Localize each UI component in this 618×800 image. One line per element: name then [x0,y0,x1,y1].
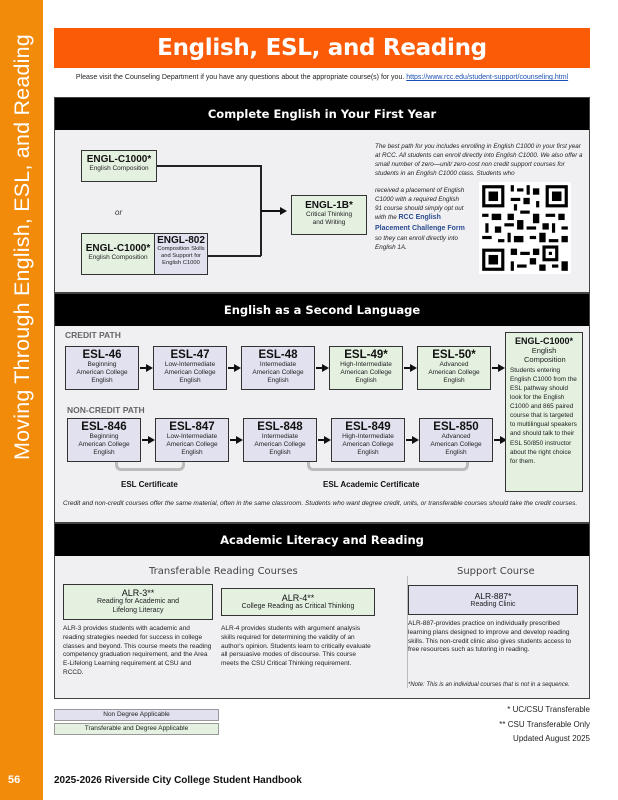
esl-850-box [419,418,493,462]
esl-note: Credit and non-credit courses offer the same material, often in the same classroom. Students who want degree credit, units, or transferable courses should take the credit courses. [63,500,578,507]
intro-text [54,74,590,81]
placement-challenge-link[interactable]: RCC English Placement Challenge Form [375,214,465,232]
qr-code-icon[interactable] [479,182,571,274]
course-code: ENGL-C1000* [514,336,574,346]
first-year-header: Complete English in Your First Year [55,98,589,130]
course-desc: Beginning American College English [78,433,130,457]
course-title: English Composition [88,254,148,261]
course-desc: Intermediate American College English [254,433,306,457]
connector-line [157,165,261,167]
course-code: ESL-850 [433,421,479,433]
reading-panel [54,523,590,699]
legend-transferable: Transferable and Degree Applicable [54,723,219,735]
or-label: or [115,208,123,217]
arrow-head [410,364,417,372]
course-desc: High-Intermediate American College English [342,433,394,457]
esl-panel [54,293,590,523]
description-text: so they can enroll directly into English 1A. [375,234,458,251]
course-code: ESL-847 [169,421,215,433]
alr-4-box [221,588,375,616]
credit-path-label: CREDIT PATH [65,330,121,340]
noncredit-path-label: NON-CREDIT PATH [67,405,145,415]
course-desc: High-Intermediate American College English [340,361,392,385]
intro-message: Please visit the Counseling Department if you have any questions about the appropriate course(s) for you. [75,74,405,81]
updated-date: Updated August 2025 [513,734,590,743]
counseling-link[interactable]: https://www.rcc.edu/student-support/counseling.html [406,74,569,81]
course-title: College Reading as Critical Thinking [241,603,355,610]
connector-line [208,255,261,257]
course-code: ALR-4** [281,593,315,603]
course-desc: Advanced American College English [428,361,480,385]
engl-c1000-box [81,150,157,182]
course-desc: Low-Intermediate American College English [164,361,216,385]
engl-c1000-paired-box [81,233,155,275]
legend-uc-csu: * UC/CSU Transferable [507,705,590,714]
sidebar-title: Moving Through English, ESL, and Reading [10,34,34,460]
esl-847-box [155,418,229,462]
esl-49-box [329,346,403,390]
placement-description [375,186,467,252]
course-code: ESL-49* [344,349,388,361]
first-year-panel [54,97,590,293]
course-title: English Composition [89,165,149,172]
course-code: ALR-3** [121,588,155,598]
course-desc: Low-Intermediate American College English [166,433,218,457]
esl-846-box [67,418,141,462]
legend-non-degree: Non Degree Applicable [54,709,219,721]
arrow-head [412,436,419,444]
support-title: Support Course [457,566,535,577]
course-note: Students entering English C1000 from the ESL pathway should look for the English C1000 and 865 paired course that is targeted to multilingual speakers and should talk to their ESL 50/850 instructor about the right choice for them. [510,366,577,465]
esl-engl-c1000-box [505,332,583,492]
course-desc: Intermediate American College English [252,361,304,385]
arrow-head [146,364,153,372]
arrow [261,210,281,212]
page-title: English, ESL, and Reading [157,35,487,61]
esl-header: English as a Second Language [55,294,589,326]
sidebar [0,0,43,800]
reading-header: Academic Literacy and Reading [55,524,589,556]
course-code: ENGL-802 [157,235,205,246]
esl-academic-certificate-label: ESL Academic Certificate [323,480,420,489]
transferable-title: Transferable Reading Courses [149,566,298,577]
course-code: ESL-47 [170,349,210,361]
course-desc: Advanced American College English [430,433,482,457]
alr-887-box [408,585,578,615]
course-title: Composition Skills and Support for English C1000 [157,246,205,267]
title-bar [54,28,590,68]
alr-887-description: ALR-887-provides practice on individually prescribed learning plans designed to improve and develop reading skills. This non-credit clinic also gives students access to free resources such as tutoring in reading. [408,620,572,654]
course-code: ENGL-1B* [305,200,353,211]
esl-848-box [243,418,317,462]
esl-48-box [241,346,315,390]
description-text: received a placement of English C1000 with a required English 91 course should simply opt out with the [375,187,465,222]
course-code: ESL-848 [257,421,303,433]
course-title: Critical Thinking and Writing [305,211,353,227]
engl-1b-box [291,195,367,235]
course-title: Reading for Academic and Lifelong Literacy [96,598,180,614]
arrow-head [236,436,243,444]
alr-3-description: ALR-3 provides students with academic and reading strategies needed for success in college classes and beyond. This course meets the reading competency graduation requirement, and the Area E-Lifelong Learning requirement at CSU and RCCD. [63,625,212,676]
arrow-head [234,364,241,372]
course-code: ESL-46 [82,349,122,361]
arrow-head [148,436,155,444]
arrow-head [324,436,331,444]
esl-50-box [417,346,491,390]
arrow-head [498,364,505,372]
course-code: ESL-846 [81,421,127,433]
course-code: ESL-849 [345,421,391,433]
alr-887-note: *Note: This is an individual courses that is not in a sequence. [408,682,570,688]
first-year-description [375,142,585,179]
esl-47-box [153,346,227,390]
arrow-head [322,364,329,372]
esl-849-box [331,418,405,462]
esl-certificate-bracket [115,462,185,471]
course-title: Reading Clinic [470,601,516,608]
alr-3-box [63,584,213,620]
esl-46-box [65,346,139,390]
page-number: 56 [8,774,21,786]
legend-csu-only: ** CSU Transferable Only [499,720,590,729]
course-desc: Beginning American College English [76,361,128,385]
handbook-footer: 2025-2026 Riverside City College Student Handbook [54,775,302,786]
course-code: ALR-887* [474,591,512,601]
course-code: ENGL-C1000* [85,243,151,254]
course-title: English Composition [524,346,566,365]
course-code: ESL-50* [432,349,476,361]
course-code: ENGL-C1000* [86,154,152,165]
esl-academic-certificate-bracket [307,462,469,471]
arrow-head [280,207,287,215]
description-text: The best path for you includes enrolling in English C1000 in your first year at RCC. All students can enroll directly into English C1000. We also offer a small number of zero—unit/ zero-cost non credit support courses for students in an English C1000 class. Students who [375,143,583,178]
engl-802-box [154,233,208,275]
alr-4-description: ALR-4 provides students with argument analysis skills required for determining the validity of an author's opinion. Students learn to critically evaluate all persuasive modes of discourse. This course meets the CSU Critical Thinking requirement. [221,625,371,668]
course-code: ESL-48 [258,349,298,361]
esl-certificate-label: ESL Certificate [121,480,178,489]
